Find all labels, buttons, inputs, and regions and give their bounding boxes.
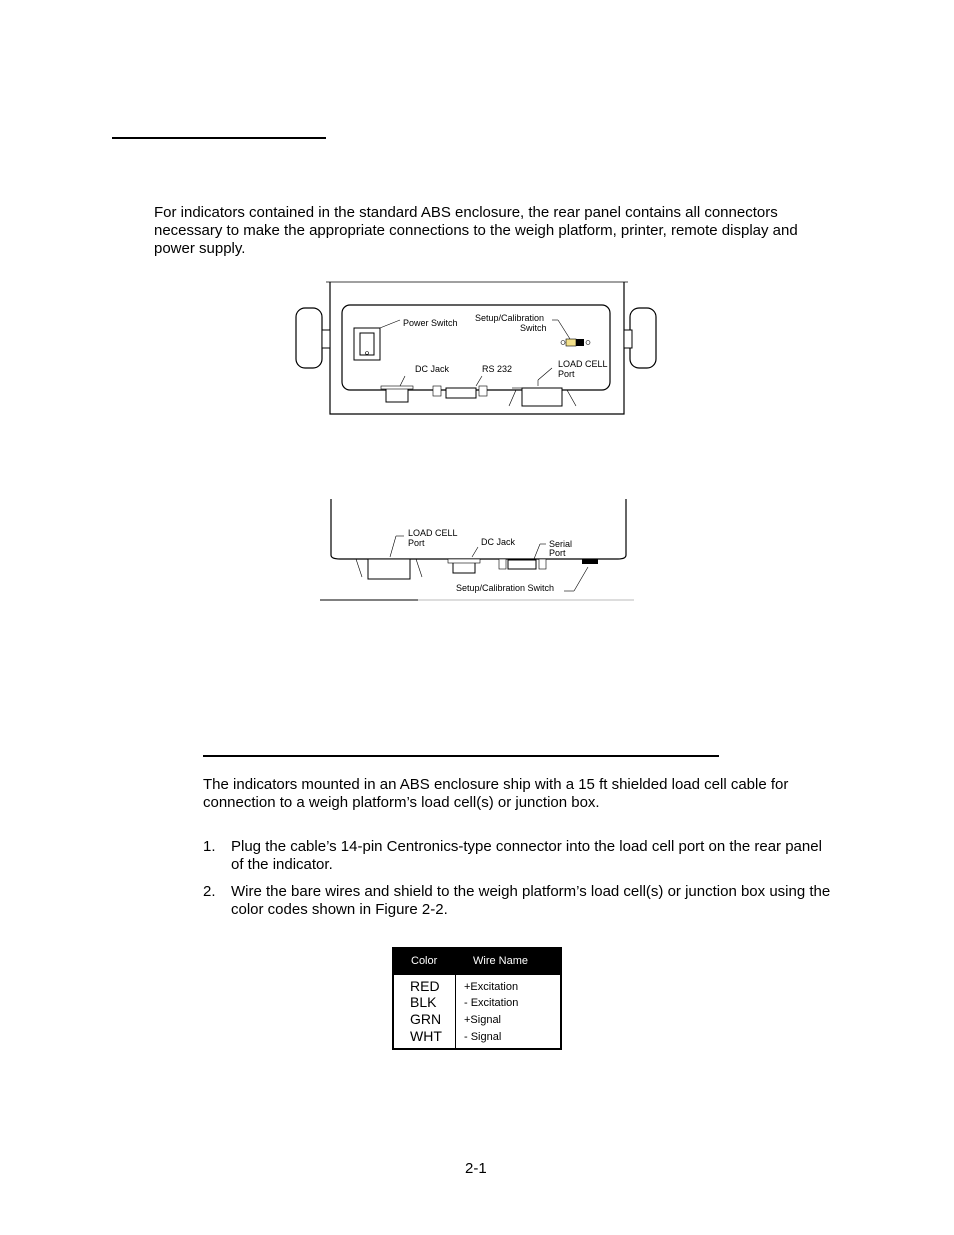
section2-paragraph: The indicators mounted in an ABS enclosure ship with a 15 ft shielded load cell cable for connection to a weigh platform’s load cell(s) or junction box. — [203, 776, 789, 811]
side-panel-figure — [318, 497, 638, 605]
rs232-port — [446, 388, 476, 398]
label2-serial-1: Serial — [549, 539, 573, 549]
table-divider — [455, 975, 456, 1048]
row-wire-name: - Signal — [464, 1031, 502, 1043]
page-number: 2-1 — [465, 1160, 487, 1177]
label2-load-cell-2: Port — [408, 538, 425, 548]
serial-port — [508, 560, 536, 569]
load-cell-port — [522, 388, 562, 406]
rear-panel-figure — [290, 270, 670, 420]
row-wire-name: +Signal — [464, 1014, 502, 1026]
label-load-cell-1: LOAD CELL — [558, 359, 608, 369]
load-cell-port-2 — [368, 559, 410, 579]
label2-load-cell-1: LOAD CELL — [408, 528, 458, 538]
setup-cal-switch-2 — [582, 559, 598, 564]
row-color: GRN — [410, 1011, 442, 1027]
section1-paragraph: For indicators contained in the standard ABS enclosure, the rear panel contains all connectors necessary to make the appropriate connections to the weigh platform, printer, remote display and power supply. — [154, 204, 798, 257]
label-setup-cal-1: Setup/Calibration — [475, 313, 545, 323]
header-color: Color — [411, 955, 438, 967]
label-rs232: RS 232 — [482, 364, 513, 374]
step-2-text: Wire the bare wires and shield to the weigh platform’s load cell(s) or junction box using the color codes shown in Figure 2-2. — [231, 883, 831, 918]
left-knob — [296, 308, 322, 368]
row-color: RED — [410, 978, 440, 994]
label-dc-jack: DC Jack — [415, 364, 450, 374]
label-power-switch: Power Switch — [403, 318, 458, 328]
label2-serial-2: Port — [549, 548, 566, 558]
label2-setup-cal: Setup/Calibration Switch — [456, 583, 555, 593]
row-color: WHT — [410, 1028, 442, 1044]
header-wire-name: Wire Name — [473, 955, 529, 967]
dc-jack — [386, 388, 408, 402]
label2-dc-jack: DC Jack — [481, 537, 516, 547]
setup-cal-switch — [566, 339, 576, 346]
step-1-number: 1. — [203, 838, 216, 855]
section2-heading-rule — [203, 755, 719, 757]
label-setup-cal-2: Switch — [520, 323, 547, 333]
section1-heading-rule — [112, 137, 326, 139]
step-1-text: Plug the cable’s 14-pin Centronics-type connector into the load cell port on the rear panel of the indicator. — [231, 838, 822, 873]
row-color: BLK — [410, 994, 437, 1010]
wire-color-table — [392, 947, 562, 1050]
label-load-cell-2: Port — [558, 369, 575, 379]
table-header — [394, 949, 560, 975]
right-knob — [630, 308, 656, 368]
row-wire-name: +Excitation — [464, 981, 519, 993]
step-2-number: 2. — [203, 883, 216, 900]
row-wire-name: - Excitation — [464, 997, 519, 1009]
